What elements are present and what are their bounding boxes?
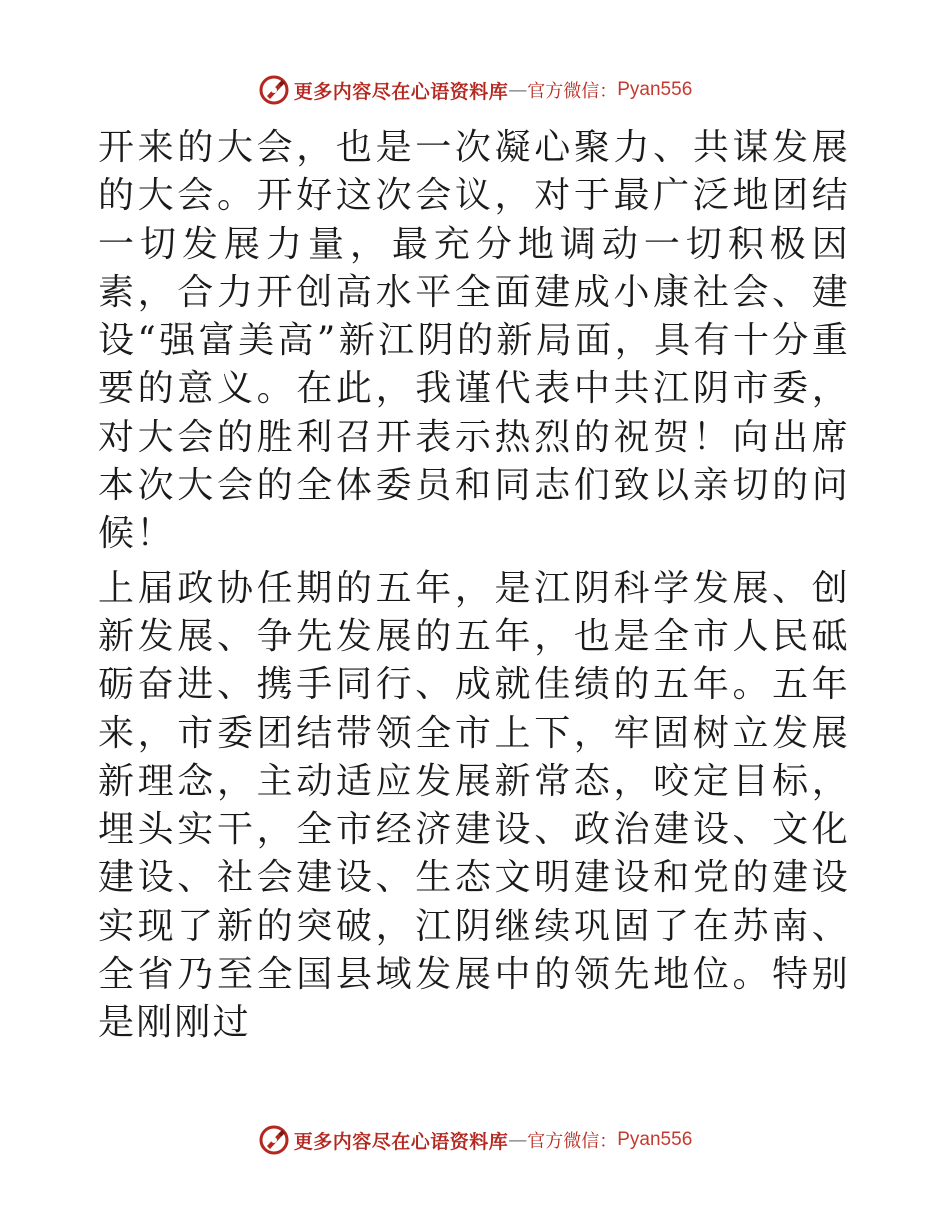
pen-circle-logo-icon (258, 1124, 290, 1156)
watermark-dash: — (508, 1129, 528, 1151)
header-watermark (0, 72, 950, 108)
watermark-wechat-label: 官方微信： (527, 81, 618, 102)
watermark-wechat-id: Pyan556 (617, 79, 693, 100)
footer-watermark (0, 1122, 950, 1158)
document-body (98, 124, 850, 1048)
watermark-main-text: 更多内容尽在心语资料库 (293, 80, 509, 103)
watermark-dash: — (508, 79, 528, 101)
pen-circle-logo-icon (258, 74, 290, 106)
watermark-main-text: 更多内容尽在心语资料库 (293, 1130, 509, 1153)
paragraph-1: 开来的大会，也是一次凝心聚力、共谋发展的大会。开好这次会议，对于最广泛地团结一切发展力量，最充分地调动一切积极因素，合力开创高水平全面建成小康社会、建设“强富美高”新江阴的新局面，具有十分重要的意义。在此，我谨代表中共江阴市委，对大会的胜利召开表示热烈的祝贺！向出席本次大会的全体委员和同志们致以亲切的问候！ (98, 127, 850, 555)
paragraph-2: 上届政协任期的五年，是江阴科学发展、创新发展、争先发展的五年，也是全市人民砥砺奋进、携手同行、成就佳绩的五年。五年来，市委团结带领全市上下，牢固树立发展新理念，主动适应发展新常态，咬定目标，埋头实干，全市经济建设、政治建设、文化建设、社会建设、生态文明建设和党的建设实现了新的突破，江阴继续巩固了在苏南、全省乃至全国县域发展中的领先地位。特别是刚刚过 (98, 567, 850, 1044)
watermark-wechat-id: Pyan556 (617, 1129, 693, 1150)
watermark-wechat-label: 官方微信： (527, 1131, 618, 1152)
